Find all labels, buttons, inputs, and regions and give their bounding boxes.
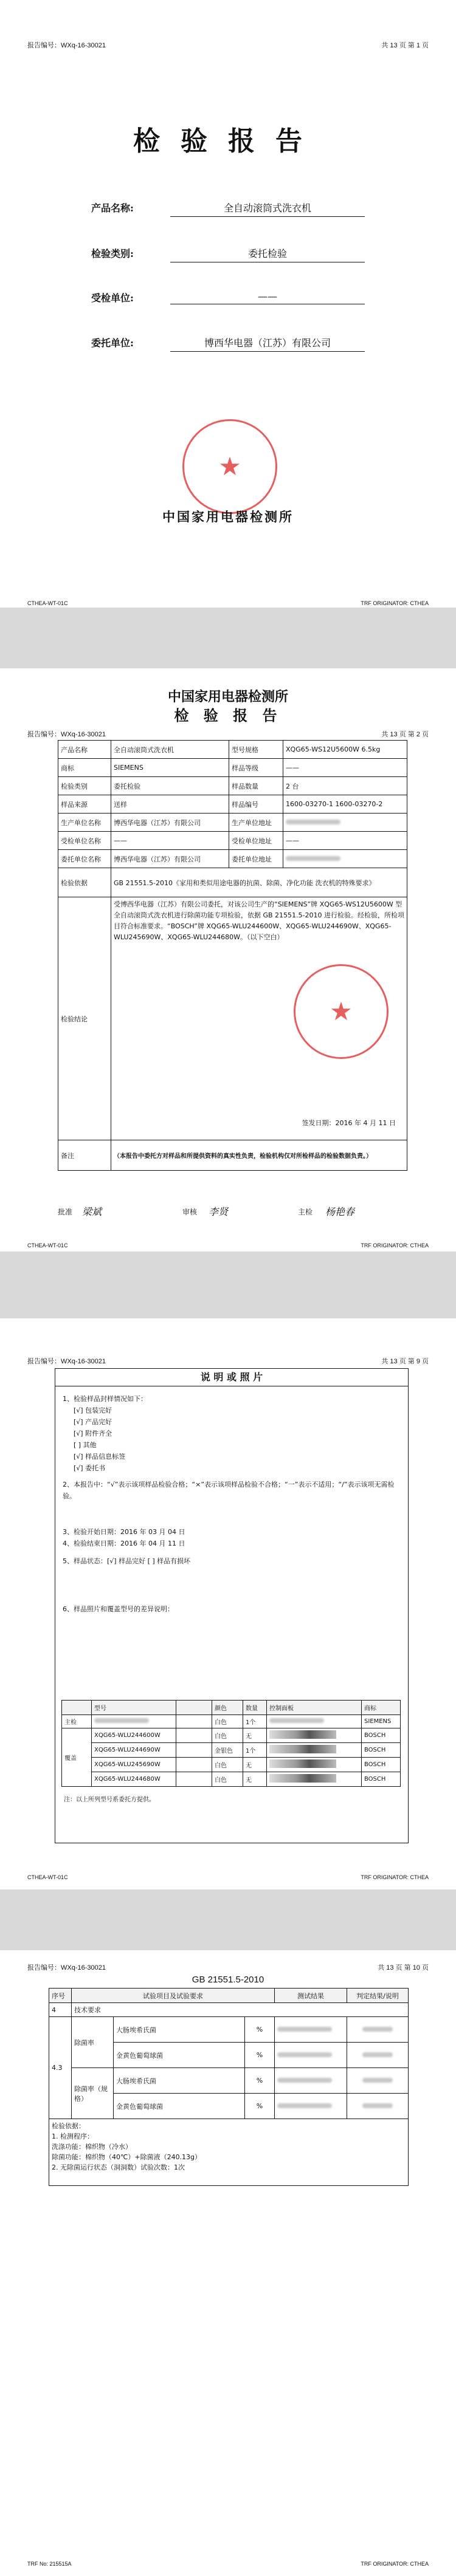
redacted-result	[277, 2103, 332, 2108]
field-inspected-unit: 受检单位: ——	[91, 290, 377, 307]
conclusion-text: 受博西华电器（江苏）有限公司委托，对该公司生产的“SIEMENS”牌 XQG65-WS12U5600W 型全自动滚筒式洗衣机进行除菌功能专项检验，依据 GB 21551.5-2010 进行检验。经检验，所检项目符合标准要求。“BOSCH”牌 XQG65-WLU244600W、XQG65-WLU244690W、XQG65-WLU245690W、XQG65-WLU244680W。（以下空白）	[114, 900, 405, 941]
table-header-row: 型号 颜色 数量 控制面板 商标	[62, 1701, 401, 1715]
redacted-panel	[269, 1718, 324, 1723]
model-coverage-table	[61, 1700, 401, 1787]
sample-check-list: [√] 包装完好 [√] 产品完好 [√] 附件齐全 [ ] 其他 [√] 样品信息标签 [√] 委托书	[74, 1406, 126, 1472]
signature-row: 批准 梁斌 审核 李贤 主检 杨艳春	[58, 1203, 407, 1221]
table-row: 4.3 除菌率 大肠埃希氏菌 %	[49, 2017, 409, 2043]
report-title: 检验报告	[133, 126, 323, 157]
page-number: 共 13 页 第 1 页	[381, 42, 429, 49]
table-row-conclusion: 检验结论 受博西华电器（江苏）有限公司委托，对该公司生产的“SIEMENS”牌 XQG65-WS12U5600W 型全自动滚筒式洗衣机进行除菌功能专项检验，依据 GB 21551.5-2010 进行检验。经检验，所检项目符合标准要求。“BOSCH”牌 XQG65-WLU244600W、XQG65-WLU244690W、XQG65-WLU245690W、XQG65-WLU244680W。（以下空白） 签发日期：2016 年 4 月 11 日 ★	[58, 897, 407, 1140]
notes-title: 说 明 或 照 片	[55, 1369, 408, 1386]
summary-table	[58, 740, 407, 1171]
table-row: 样品来源 送样 样品编号 1600-03270-1 1600-03270-2	[58, 795, 407, 814]
report-page-results: 报告编号：WXq-16-30021 共 13 页 第 10 页 GB 21551.5-2010 序号 试验项目及试验要求 测试结果 判定结果/说明 4 技术要求 4.3 除菌率 大肠埃希氏菌 % 金黄色葡萄球菌 % 除菌率（规格） 大肠埃希氏菌 % 金黄色葡萄球菌 % 检验依据： 1. 检测程序： 洗涤功能：棉织物（冷水） 除菌功能：棉织物（40℃）+除菌液（240.13g） 2. 无除菌运行状态（洞洞数）试验次数：1次 TRF No: 215515A TRF ORIGINATOR: CTHEA	[0, 1950, 456, 2576]
report-page-cover: 报告编号：WXq-16-30021 共 13 页 第 1 页 检验报告 产品名称: 全自动滚筒式洗衣机 检验类别: 委托检验 受检单位: —— 委托单位: 博西华电器（江苏）有限公司 ★ 中国家用电器检测所 CTHEA-WT-01C TRF ORIGINATOR: CTHEA	[0, 0, 456, 608]
table-header-row: 序号 试验项目及试验要求 测试结果 判定结果/说明	[49, 1989, 409, 2003]
redacted-result	[277, 2052, 332, 2057]
redacted-result	[277, 2078, 332, 2083]
report-page-summary: 中国家用电器检测所 检 验 报 告 报告编号：WXq-16-30021 共 13 页 第 2 页 产品名称 全自动滚筒式洗衣机 型号规格 XQG65-WS12U5600W 6.5kg 商标 SIEMENS 样品等级 —— 检验类别 委托检验 样品数量 2 台 样品来源 送样 样品编号 1600-03270-1 1600-03270-2 生产单位名称 博西华电器（江苏）有限公司 生产单位地址 受检单位名称 —— 受检单位地址 —— 委托单位名称 博西华电器（江苏）有限公司 委托单位地址 检验依据 GB 21551.5-2010《家用和类似用途电器的抗菌、除菌、净化功能 洗衣机的特殊要求》 检验结论 受博西华电器（江苏）有限公司委托，对该公司生产的“SIEMENS”牌 XQG65-WS12U5600W 型全自动滚筒式洗衣机进行除菌功能专项检验，依据 GB 21551.5-2010 进行检验。经检验，所检项目符合标准要求。“BOSCH”牌 XQG65-WLU244600W、XQG65-WLU244690W、XQG65-WLU245690W、XQG65-WLU244680W。（以下空白） 签发日期：2016 年 4 月 11 日 ★ 备注 （本报告中委托方对样品和所提供资料的真实性负责，检验机构仅对所检样品的检验数据负责。） 批准 梁斌 审核 李贤 主检 杨艳春 CTHEA-WT-01C TRF ORIGINATOR: CTHEA	[0, 668, 456, 1252]
institute-name: 中国家用电器检测所	[162, 509, 294, 524]
institute-heading: 中国家用电器检测所	[167, 689, 288, 705]
table-row: 商标 SIEMENS 样品等级 ——	[58, 759, 407, 777]
report-heading: 检 验 报 告	[174, 707, 282, 724]
redacted-address	[286, 856, 340, 861]
redacted-verdict	[362, 2078, 393, 2083]
table-row: 检验类别 委托检验 样品数量 2 台	[58, 777, 407, 795]
table-footnote: 注：以上所列型号系委托方提供。	[64, 1797, 155, 1803]
redacted-verdict	[362, 2103, 393, 2108]
report-number: 报告编号：WXq-16-30021	[27, 42, 106, 49]
redacted-verdict	[362, 2052, 393, 2057]
inspector-signature: 杨艳春	[325, 1206, 355, 1218]
official-seal	[182, 419, 277, 514]
table-row: 除菌率（规格） 大肠埃希氏菌 %	[49, 2068, 409, 2094]
field-inspection-type: 检验类别: 委托检验	[91, 246, 377, 263]
field-product-name: 产品名称: 全自动滚筒式洗衣机	[91, 200, 377, 218]
redacted-model	[94, 1718, 149, 1723]
control-panel-photo	[269, 1759, 336, 1768]
table-row: XQG65-WLU245690W 白色 无 BOSCH	[62, 1758, 401, 1772]
table-row: 委托单位名称 博西华电器（江苏）有限公司 委托单位地址	[58, 850, 407, 868]
table-row: 金黄色葡萄球菌 %	[49, 2043, 409, 2068]
table-row-basis: 检验依据 GB 21551.5-2010《家用和类似用途电器的抗菌、除菌、净化功能 洗衣机的特殊要求》	[58, 868, 407, 897]
table-row: 产品名称 全自动滚筒式洗衣机 型号规格 XQG65-WS12U5600W 6.5kg	[58, 741, 407, 759]
issue-date: 签发日期：2016 年 4 月 11 日	[302, 1119, 396, 1127]
field-client-unit: 委托单位: 博西华电器（江苏）有限公司	[91, 335, 377, 352]
standard-heading: GB 21551.5-2010	[192, 1975, 264, 1985]
notes-box: 说 明 或 照 片 1、检验样品封样情况如下： [√] 包装完好 [√] 产品完好 [√] 附件齐全 [ ] 其他 [√] 样品信息标签 [√] 委托书 2、本报告中：“√”表示该项样品检验合格；“×”表示该项样品检验不合格；“一”表示不适用；“/”表示该项无需检验。 3、检验开始日期：2016 年 03 月 04 日 4、检验结束日期：2016 年 04 月 11 日 5、样品状态：[√] 样品完好 [ ] 样品有损坏 6、样品照片和覆盖型号的差异说明： 型号 颜色 数量 控制面板 商标 主检 白色 1个 SIEMENS 覆盖 XQG65-WLU244600W 白色 无 BOSCH XQG65-WLU244690W 金银色 1个 BOSCH XQG65-WLU245690W 白色 无 BOSCH XQG65-WLU244680W 白色 无 BOSCH 注：以上所列型号系委托方提供。	[55, 1368, 409, 1843]
reviewer-signature: 李贤	[209, 1206, 229, 1218]
table-row: XQG65-WLU244690W 金银色 1个 BOSCH	[62, 1743, 401, 1758]
inspection-seal	[294, 964, 389, 1059]
seal-star-icon: ★	[330, 996, 353, 1026]
table-row: 生产单位名称 博西华电器（江苏）有限公司 生产单位地址	[58, 814, 407, 832]
approver-signature: 梁斌	[82, 1206, 102, 1218]
control-panel-photo	[269, 1730, 336, 1739]
table-row: XQG65-WLU244680W 白色 无 BOSCH	[62, 1772, 401, 1787]
table-row: 覆盖 XQG65-WLU244600W 白色 无 BOSCH	[62, 1728, 401, 1743]
redacted-verdict	[362, 2027, 393, 2032]
control-panel-photo	[269, 1774, 336, 1783]
control-panel-photo	[269, 1745, 336, 1753]
table-row: 主检 白色 1个 SIEMENS	[62, 1715, 401, 1728]
redacted-result	[277, 2027, 332, 2032]
report-page-notes-photos: 报告编号：WXq-16-30021 共 13 页 第 9 页 说 明 或 照 片 1、检验样品封样情况如下： [√] 包装完好 [√] 产品完好 [√] 附件齐全 [ ] 其他 [√] 样品信息标签 [√] 委托书 2、本报告中：“√”表示该项样品检验合格；“×”表示该项样品检验不合格；“一”表示不适用；“/”表示该项无需检验。 3、检验开始日期：2016 年 03 月 04 日 4、检验结束日期：2016 年 04 月 11 日 5、样品状态：[√] 样品完好 [ ] 样品有损坏 6、样品照片和覆盖型号的差异说明： 型号 颜色 数量 控制面板 商标 主检 白色 1个 SIEMENS 覆盖 XQG65-WLU244600W 白色 无 BOSCH XQG65-WLU244690W 金银色 1个 BOSCH XQG65-WLU245690W 白色 无 BOSCH XQG65-WLU244680W 白色 无 BOSCH 注：以上所列型号系委托方提供。 CTHEA-WT-01C TRF ORIGINATOR: CTHEA	[0, 1318, 456, 1889]
table-row: 受检单位名称 —— 受检单位地址 ——	[58, 832, 407, 850]
table-row-notes: 备注 （本报告中委托方对样品和所提供资料的真实性负责，检验机构仅对所检样品的检验数据负责。）	[58, 1140, 407, 1171]
table-row: 金黄色葡萄球菌 %	[49, 2094, 409, 2119]
seal-star-icon: ★	[218, 451, 241, 481]
results-table	[49, 1988, 409, 2186]
table-row: 4 技术要求	[49, 2003, 409, 2017]
table-row-notes: 检验依据： 1. 检测程序： 洗涤功能：棉织物（冷水） 除菌功能：棉织物（40℃）+除菌液（240.13g） 2. 无除菌运行状态（洞洞数）试验次数：1次	[49, 2119, 409, 2186]
redacted-address	[286, 820, 340, 824]
